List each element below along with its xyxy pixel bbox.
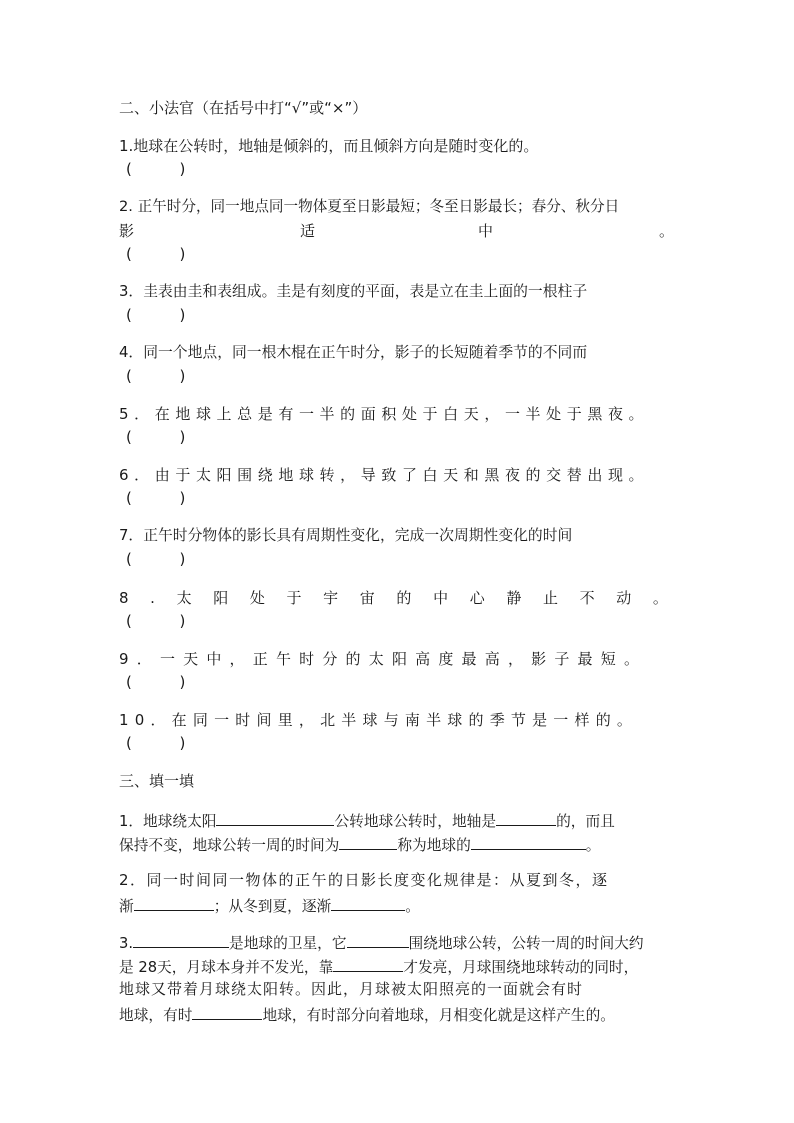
question-9: 9．一天中，正午时分的太阳高度最高，影子最短。 [119, 650, 648, 668]
fill-question-3-line3: 地球又带着月球绕太阳转。因此，月球被太阳照亮的一面就会有时 [119, 980, 584, 998]
q8-char: 心 [469, 589, 485, 607]
q2-word-1: 影 [119, 222, 135, 240]
q8-char: 中 [433, 589, 449, 607]
fill-2-text-b: 渐 [119, 898, 134, 915]
q8-char: 宇 [323, 589, 339, 607]
q2-word-2: 适 [300, 222, 316, 240]
fill-question-2-line1: 2．同一时间同一物体的正午的日影长度变化规律是：从夏到冬，逐 [119, 871, 609, 889]
question-5: 5．在地球上总是有一半的面积处于白天，一半处于黑夜。 [119, 405, 650, 423]
question-1 [119, 136, 671, 156]
q2-word-3: 中 [478, 222, 494, 240]
answer-paren-3[interactable]: ( ) [126, 306, 186, 324]
question-2-line1: 2. 正午时分，同一地点同一物体夏至日影最短；冬至日影最长；春分、秋分日 [119, 198, 620, 215]
section-heading-fill-in: 三、填一填 [119, 772, 195, 790]
answer-paren-10[interactable]: ( ) [126, 734, 186, 752]
fill-blank-1a[interactable] [216, 809, 334, 826]
fill-1-text-f: 。 [585, 837, 601, 854]
fill-blank-3c[interactable] [333, 955, 403, 972]
fill-2-text-d: 。 [405, 898, 420, 915]
fill-blank-1d[interactable] [471, 833, 586, 850]
q8-char: 。 [652, 589, 668, 607]
question-6: 6．由于太阳围绕地球转，导致了白天和黑夜的交替出现。 [119, 466, 650, 484]
answer-paren-5[interactable]: ( ) [126, 428, 186, 446]
answer-paren-8[interactable]: ( ) [126, 612, 186, 630]
fill-3-text-e: 才发亮，月球围绕地球转动的同时， [403, 959, 639, 976]
fill-blank-3b[interactable] [347, 931, 409, 948]
fill-question-2-line2 [119, 894, 420, 917]
q8-char: 静 [506, 589, 522, 607]
fill-3-text-c: 围绕地球公转，公转一周的时间大约 [408, 935, 644, 952]
q8-char: 于 [286, 589, 302, 607]
fill-blank-3d[interactable] [192, 1003, 262, 1020]
answer-paren-6[interactable]: ( ) [126, 489, 186, 507]
answer-paren-4[interactable]: ( ) [126, 367, 186, 385]
fill-question-1-line2 [119, 833, 600, 856]
question-8 [119, 588, 668, 608]
fill-1-text-a: 1．地球绕太阳 [119, 813, 217, 830]
fill-3-text-g: 地球，有时 [119, 1007, 193, 1024]
q8-char: 太 [176, 589, 192, 607]
q8-char: 止 [542, 589, 558, 607]
question-7: 7．正午时分物体的影长具有周期性变化，完成一次周期性变化的时间 [119, 527, 573, 544]
question-3: 3．圭表由圭和表组成。圭是有刻度的平面，表是立在圭上面的一根柱子 [119, 283, 588, 300]
q8-char: 不 [579, 589, 595, 607]
fill-question-3-line4 [119, 1003, 615, 1026]
fill-blank-1b[interactable] [496, 809, 556, 826]
fill-question-1-line1 [119, 809, 615, 832]
answer-paren-2[interactable]: ( ) [126, 245, 186, 263]
section-heading-judgement: 二、小法官（在括号中打“√”或“×”） [119, 99, 368, 117]
fill-1-text-b: 公转地球公转时，地轴是 [334, 813, 497, 830]
q8-char: 宙 [359, 589, 375, 607]
question-1-text: 1.地球在公转时，地轴是倾斜的，而且倾斜方向是随时变化的。 [119, 137, 539, 155]
fill-3-text-d: 是 28天，月球本身并不发光，靠 [119, 959, 334, 976]
fill-2-text-c: ；从冬到夏，逐渐 [213, 898, 332, 915]
answer-paren-7[interactable]: ( ) [126, 550, 186, 568]
q8-char: 的 [396, 589, 412, 607]
answer-paren-1[interactable]: ( ) [126, 160, 186, 178]
fill-3-text-b: 是地球的卫星，它 [229, 935, 347, 952]
fill-blank-3a[interactable] [133, 931, 229, 948]
fill-blank-1c[interactable] [339, 833, 397, 850]
fill-blank-2a[interactable] [134, 894, 214, 911]
fill-1-text-e: 称为地球的 [397, 837, 471, 854]
fill-3-text-h: 地球，有时部分向着地球，月相变化就是这样产生的。 [262, 1007, 615, 1024]
fill-3-text-a: 3. [119, 935, 134, 952]
fill-1-text-d: 保持不变，地球公转一周的时间为 [119, 837, 340, 854]
answer-paren-9[interactable]: ( ) [126, 673, 186, 691]
fill-1-text-c: 的，而且 [556, 813, 615, 830]
fill-question-3-line1 [119, 931, 644, 954]
q8-char: 阳 [213, 589, 229, 607]
fill-blank-2b[interactable] [331, 894, 405, 911]
q8-char: 8 [119, 589, 129, 607]
q8-char: . [150, 589, 155, 607]
q8-char: 动 [616, 589, 632, 607]
q8-char: 处 [249, 589, 265, 607]
question-4: 4．同一个地点，同一根木棍在正午时分，影子的长短随着季节的不同而 [119, 344, 588, 361]
q2-word-4: 。 [659, 222, 675, 240]
fill-question-3-line2 [119, 955, 638, 978]
question-10: 10．在同一时间里，北半球与南半球的季节是一样的。 [119, 711, 639, 729]
